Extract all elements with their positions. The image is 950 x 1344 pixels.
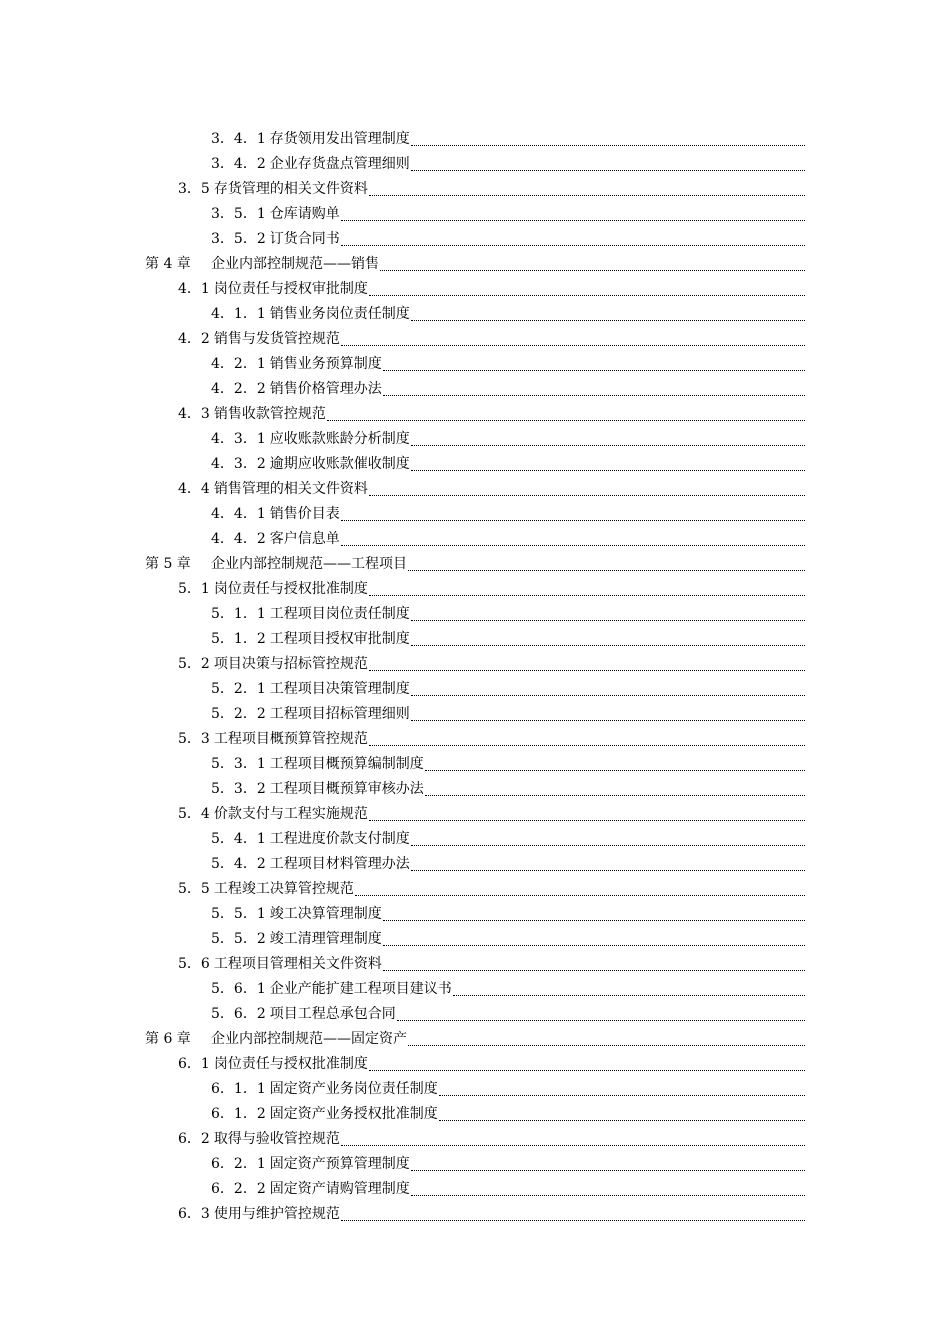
dot-leader [383,369,805,371]
dot-leader [411,444,805,446]
toc-entry[interactable] [0,326,805,351]
toc-entry-number: 5．3．2 [211,780,266,797]
toc-entry[interactable] [0,951,805,976]
toc-entry[interactable] [0,901,805,926]
dot-leader [369,744,805,746]
toc-entry-title: 存货管理的相关文件资料 [213,180,368,197]
dot-leader [383,919,805,921]
toc-entry[interactable] [0,676,805,701]
toc-entry-number: 6．3 [178,1205,210,1222]
toc-entry[interactable] [0,476,805,501]
toc-entry[interactable] [0,176,805,201]
toc-entry-number: 6．1 [178,1055,210,1072]
toc-entry-number: 5．6．1 [211,980,266,997]
dot-leader [411,469,805,471]
dot-leader [408,1044,805,1046]
toc-entry-title: 项目决策与招标管控规范 [213,655,368,672]
toc-entry-number: 6．1．2 [211,1105,266,1122]
dot-leader [369,594,805,596]
toc-entry[interactable] [0,851,805,876]
toc-entry[interactable] [0,351,805,376]
toc-entry[interactable] [0,926,805,951]
toc-entry-title: 工程项目招标管理细则 [269,705,410,722]
toc-entry-number: 4．3．1 [211,430,266,447]
toc-entry[interactable] [0,276,805,301]
toc-entry-title: 企业产能扩建工程项目建议书 [269,980,452,997]
dot-leader [439,1119,805,1121]
toc-entry-title: 岗位责任与授权批准制度 [213,1055,368,1072]
toc-entry-title: 工程进度价款支付制度 [269,830,410,847]
toc-entry-title: 竣工清理管理制度 [269,930,382,947]
toc-entry-number: 3．4．1 [211,130,266,147]
toc-entry-title: 使用与维护管控规范 [213,1205,340,1222]
toc-entry-number: 5．4．2 [211,855,266,872]
toc-entry[interactable] [0,801,805,826]
toc-entry-number: 4．2 [178,330,210,347]
toc-entry-title: 工程项目概预算编制制度 [269,755,424,772]
dot-leader [411,319,805,321]
toc-entry[interactable] [0,1101,805,1126]
toc-entry-number: 5．5 [178,880,210,897]
dot-leader [369,494,805,496]
dot-leader [425,794,805,796]
dot-leader [397,1019,805,1021]
toc-entry[interactable] [0,701,805,726]
toc-entry-title: 销售收款管控规范 [213,405,326,422]
toc-entry-title: 固定资产业务岗位责任制度 [269,1080,438,1097]
toc-entry-title: 逾期应收账款催收制度 [269,455,410,472]
toc-entry-title: 竣工决算管理制度 [269,905,382,922]
dot-leader [369,194,805,196]
dot-leader [341,1219,805,1221]
toc-entry-title: 企业存货盘点管理细则 [269,155,410,172]
toc-entry[interactable] [0,876,805,901]
dot-leader [341,219,805,221]
dot-leader [425,769,805,771]
toc-entry[interactable] [0,301,805,326]
dot-leader [411,694,805,696]
toc-entry-title: 固定资产预算管理制度 [269,1155,410,1172]
dot-leader [411,1169,805,1171]
toc-entry[interactable] [0,976,805,1001]
toc-entry[interactable] [0,526,805,551]
dot-leader [380,269,805,271]
toc-entry-title: 工程项目概预算管控规范 [213,730,368,747]
toc-entry-title: 仓库请购单 [269,205,340,222]
toc-entry-title: 订货合同书 [269,230,340,247]
dot-leader [411,844,805,846]
dot-leader [341,544,805,546]
dot-leader [341,344,805,346]
table-of-contents [0,126,950,1226]
toc-chapter-number: 第 5 章 [145,555,191,572]
toc-entry[interactable] [0,726,805,751]
dot-leader [369,819,805,821]
toc-entry[interactable] [0,601,805,626]
toc-entry-title: 工程项目授权审批制度 [269,630,410,647]
toc-entry-number: 4．3．2 [211,455,266,472]
toc-entry-number: 5．3．1 [211,755,266,772]
toc-entry-title: 客户信息单 [269,530,340,547]
toc-entry[interactable] [0,576,805,601]
dot-leader [453,994,805,996]
toc-entry-number: 5．2．1 [211,680,266,697]
toc-entry-title: 价款支付与工程实施规范 [213,805,368,822]
dot-leader [369,669,805,671]
toc-chapter-title: 企业内部控制规范——销售 [211,255,379,272]
toc-entry-title: 工程项目概预算审核办法 [269,780,424,797]
toc-entry-title: 岗位责任与授权审批制度 [213,280,368,297]
toc-entry-number: 5．6 [178,955,210,972]
toc-chapter-entry[interactable] [0,1026,805,1051]
toc-entry[interactable] [0,826,805,851]
toc-entry-number: 5．6．2 [211,1005,266,1022]
dot-leader [383,969,805,971]
toc-entry-number: 4．1 [178,280,210,297]
dot-leader [408,569,805,571]
dot-leader [369,294,805,296]
toc-entry-number: 5．4．1 [211,830,266,847]
toc-entry[interactable] [0,1151,805,1176]
dot-leader [411,169,805,171]
toc-entry-number: 3．4．2 [211,155,266,172]
toc-entry[interactable] [0,426,805,451]
toc-entry-number: 3．5．2 [211,230,266,247]
toc-entry[interactable] [0,1126,805,1151]
toc-entry[interactable] [0,751,805,776]
dot-leader [355,894,805,896]
toc-chapter-entry[interactable] [0,251,805,276]
dot-leader [439,1094,805,1096]
toc-entry-number: 5．2．2 [211,705,266,722]
toc-entry-number: 5．2 [178,655,210,672]
toc-entry-title: 存货领用发出管理制度 [269,130,410,147]
dot-leader [327,419,805,421]
toc-entry-number: 4．1．1 [211,305,266,322]
dot-leader [369,1069,805,1071]
toc-entry-number: 5．4 [178,805,210,822]
toc-entry-number: 6．2 [178,1130,210,1147]
toc-entry-title: 销售业务岗位责任制度 [269,305,410,322]
toc-entry-title: 销售价目表 [269,505,340,522]
dot-leader [411,644,805,646]
toc-entry-number: 5．3 [178,730,210,747]
toc-chapter-title: 企业内部控制规范——工程项目 [211,555,407,572]
toc-entry[interactable] [0,151,805,176]
toc-entry-title: 销售与发货管控规范 [213,330,340,347]
toc-entry[interactable] [0,1001,805,1026]
toc-entry[interactable] [0,1051,805,1076]
toc-entry-number: 3．5．1 [211,205,266,222]
toc-entry[interactable] [0,376,805,401]
toc-entry-number: 6．1．1 [211,1080,266,1097]
toc-entry-title: 固定资产请购管理制度 [269,1180,410,1197]
toc-entry[interactable] [0,501,805,526]
toc-entry-number: 5．5．1 [211,905,266,922]
toc-chapter-title: 企业内部控制规范——固定资产 [211,1030,407,1047]
toc-chapter-number: 第 4 章 [145,255,191,272]
toc-entry-number: 4．2．1 [211,355,266,372]
toc-entry-title: 销售价格管理办法 [269,380,382,397]
toc-entry-number: 5．5．2 [211,930,266,947]
toc-entry[interactable] [0,1176,805,1201]
dot-leader [411,869,805,871]
toc-entry-number: 5．1．1 [211,605,266,622]
toc-chapter-number: 第 6 章 [145,1030,191,1047]
toc-entry[interactable] [0,201,805,226]
toc-entry-title: 项目工程总承包合同 [269,1005,396,1022]
dot-leader [383,944,805,946]
dot-leader [411,719,805,721]
toc-entry-number: 3．5 [178,180,210,197]
toc-entry-number: 5．1．2 [211,630,266,647]
toc-entry[interactable] [0,401,805,426]
toc-entry-title: 工程项目岗位责任制度 [269,605,410,622]
dot-leader [411,1194,805,1196]
dot-leader [411,619,805,621]
toc-entry[interactable] [0,451,805,476]
dot-leader [341,244,805,246]
toc-entry-title: 工程项目材料管理办法 [269,855,410,872]
toc-entry-number: 5．1 [178,580,210,597]
toc-entry-title: 工程项目决策管理制度 [269,680,410,697]
toc-entry[interactable] [0,651,805,676]
toc-entry-title: 销售业务预算制度 [269,355,382,372]
toc-chapter-entry[interactable] [0,551,805,576]
toc-entry[interactable] [0,776,805,801]
toc-entry-title: 工程项目管理相关文件资料 [213,955,382,972]
toc-entry[interactable] [0,1201,805,1226]
toc-entry-title: 工程竣工决算管控规范 [213,880,354,897]
toc-entry-number: 4．3 [178,405,210,422]
dot-leader [383,394,805,396]
toc-entry[interactable] [0,626,805,651]
toc-entry-title: 岗位责任与授权批准制度 [213,580,368,597]
toc-entry[interactable] [0,126,805,151]
toc-entry[interactable] [0,226,805,251]
dot-leader [341,519,805,521]
toc-entry-title: 取得与验收管控规范 [213,1130,340,1147]
dot-leader [341,1144,805,1146]
dot-leader [411,144,805,146]
toc-entry-title: 销售管理的相关文件资料 [213,480,368,497]
toc-entry[interactable] [0,1076,805,1101]
toc-entry-title: 应收账款账龄分析制度 [269,430,410,447]
toc-entry-title: 固定资产业务授权批准制度 [269,1105,438,1122]
toc-entry-number: 4．4．1 [211,505,266,522]
toc-entry-number: 4．4 [178,480,210,497]
toc-entry-number: 6．2．2 [211,1180,266,1197]
toc-entry-number: 4．2．2 [211,380,266,397]
toc-entry-number: 4．4．2 [211,530,266,547]
toc-entry-number: 6．2．1 [211,1155,266,1172]
